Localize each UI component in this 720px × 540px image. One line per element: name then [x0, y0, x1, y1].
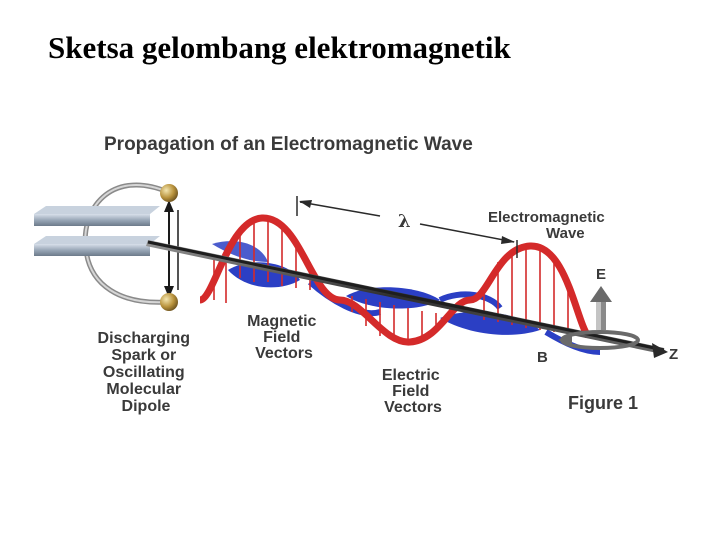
- axis-e-label: E: [596, 266, 607, 283]
- figure-caption: Figure 1: [568, 393, 639, 413]
- electric-label-line: Vectors: [384, 399, 442, 416]
- source-label-line: Spark or: [111, 347, 177, 364]
- capacitor-plates: [34, 206, 160, 256]
- spark-ball-top: [160, 184, 178, 202]
- source-label: [98, 330, 195, 415]
- electric-label: [382, 367, 444, 416]
- wave-label-line: Wave: [546, 225, 585, 242]
- wave-label-line: Electromagnetic: [488, 209, 605, 226]
- axis-b-label: B: [537, 349, 548, 366]
- magnetic-label: [247, 313, 321, 362]
- electric-label-line: Electric: [381, 367, 440, 384]
- z-arrow-head: [652, 343, 668, 358]
- source-label-line: Molecular: [106, 381, 182, 398]
- wavelength-marker: [297, 196, 517, 258]
- magnetic-label-line: Field: [263, 329, 301, 346]
- source-label-line: Dipole: [121, 398, 171, 415]
- spark-ball-bottom: [160, 293, 178, 311]
- wavelength-symbol: λ: [398, 211, 411, 232]
- figure-heading: Propagation of an Electromagnetic Wave: [104, 134, 473, 155]
- magnetic-label-line: Vectors: [255, 345, 313, 362]
- axis-z-label: Z: [669, 346, 679, 363]
- electric-label-line: Field: [392, 383, 430, 400]
- source-label-line: Oscillating: [102, 364, 185, 381]
- slide-title: Sketsa gelombang elektromagnetik: [48, 30, 511, 65]
- wave-label: [488, 209, 609, 242]
- magnetic-label-line: Magnetic: [247, 313, 317, 330]
- source-label-line: Discharging: [97, 330, 191, 347]
